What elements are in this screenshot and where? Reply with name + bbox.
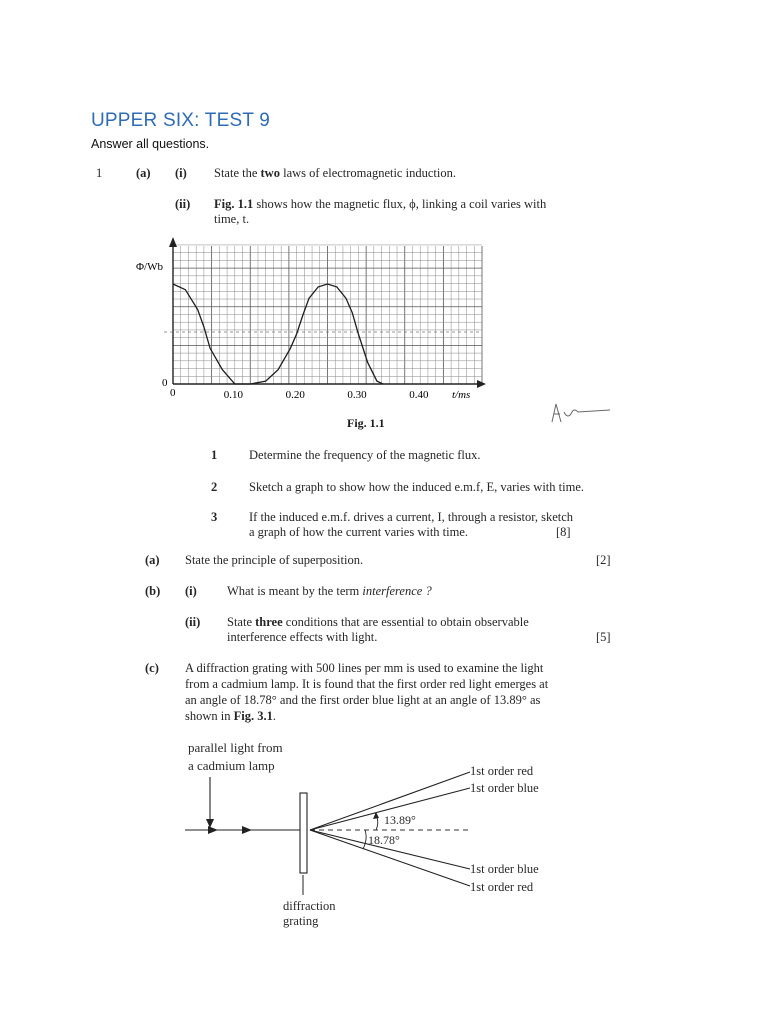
grating-label-line1: diffraction <box>283 899 336 913</box>
question-text: an angle of 18.78° and the first order blue light at an angle of 13.89° as <box>185 693 541 707</box>
part-label: (b) <box>145 584 161 598</box>
label-blue-bottom: 1st order blue <box>470 862 539 876</box>
source-label-line1: parallel light from <box>188 740 283 755</box>
part-label: (c) <box>145 661 159 675</box>
text-segment: What is meant by the term <box>227 584 363 598</box>
x-axis-label: t/ms <box>452 389 471 401</box>
incident-arrow-2 <box>242 826 252 834</box>
subpart-label: (ii) <box>185 615 201 629</box>
part-label: (a) <box>145 553 160 567</box>
text-segment: conditions that are essential to obtain observable <box>282 615 529 629</box>
instructions: Answer all questions. <box>91 137 210 151</box>
y-axis-arrow <box>169 237 177 247</box>
x-tick-labels <box>224 389 429 401</box>
page-title: UPPER SIX: TEST 9 <box>91 110 271 131</box>
question-text <box>185 709 276 724</box>
angle-label-red: 18.78° <box>368 833 400 847</box>
question-text: State the principle of superposition. <box>185 553 364 567</box>
angle-arc-red <box>363 830 366 849</box>
item-number: 3 <box>211 510 218 524</box>
x-tick-label: 0.40 <box>409 389 429 401</box>
label-red-bottom: 1st order red <box>470 880 534 894</box>
question-text <box>214 197 546 212</box>
question-text: from a cadmium lamp. It is found that the first order red light emerges at <box>185 677 549 691</box>
text-segment: shows how the magnetic flux, ϕ, linking a coil varies with <box>253 197 547 211</box>
diffraction-grating <box>300 793 307 873</box>
item-text: a graph of how the current varies with time. <box>249 525 469 539</box>
item-text: If the induced e.m.f. drives a current, I, through a resistor, sketch <box>249 510 574 524</box>
question-text <box>227 615 529 630</box>
marks: [5] <box>596 630 611 644</box>
handwritten-mark <box>548 400 618 426</box>
x-tick-label: 0.10 <box>223 389 244 401</box>
item-text: Sketch a graph to show how the induced e.m.f, E, varies with time. <box>249 480 584 494</box>
text-emphasis: two <box>260 166 280 180</box>
figure-reference: Fig. 3.1 <box>233 709 273 723</box>
question-text <box>214 166 456 181</box>
question-text: A diffraction grating with 500 lines per mm is used to examine the light <box>185 661 544 675</box>
item-text: Determine the frequency of the magnetic flux. <box>249 448 481 462</box>
text-segment: State the <box>214 166 261 180</box>
angle-label-blue: 13.89° <box>384 813 416 827</box>
y-axis-label: Φ/Wb <box>136 261 163 273</box>
text-segment: State <box>227 615 256 629</box>
text-emphasis: three <box>255 615 283 629</box>
flux-time-graph <box>128 234 508 410</box>
subpart-label: (ii) <box>175 197 191 211</box>
origin-x-label: 0 <box>170 387 176 399</box>
grating-label-line2: grating <box>283 914 319 928</box>
text-segment: . <box>272 709 276 723</box>
x-tick-label: 0.30 <box>347 389 367 401</box>
item-number: 1 <box>211 448 218 462</box>
figure-reference: Fig. 1.1 <box>214 197 254 211</box>
incident-arrow-1 <box>208 826 218 834</box>
subpart-label: (i) <box>175 166 187 180</box>
diffraction-diagram <box>170 735 600 935</box>
source-label-line2: a cadmium lamp <box>188 758 275 773</box>
question-text: interference effects with light. <box>227 630 378 644</box>
item-number: 2 <box>211 480 218 494</box>
question-number: 1 <box>96 166 103 180</box>
label-blue-top: 1st order blue <box>470 781 539 795</box>
x-axis-arrow <box>477 380 486 388</box>
figure-caption: Fig. 1.1 <box>347 416 385 430</box>
question-text <box>227 584 432 599</box>
origin-y-label: 0 <box>162 377 168 389</box>
part-label: (a) <box>136 166 151 180</box>
marks: [2] <box>596 553 611 567</box>
label-red-top: 1st order red <box>470 764 534 778</box>
source-pointer-arrow <box>206 819 214 828</box>
question-text: time, t. <box>214 212 250 226</box>
term: interference ? <box>362 584 432 598</box>
marks: [8] <box>556 525 571 539</box>
x-tick-label: 0.20 <box>285 389 305 401</box>
text-segment: shown in <box>185 709 234 723</box>
text-segment: laws of electromagnetic induction. <box>279 166 456 180</box>
subpart-label: (i) <box>185 584 197 598</box>
